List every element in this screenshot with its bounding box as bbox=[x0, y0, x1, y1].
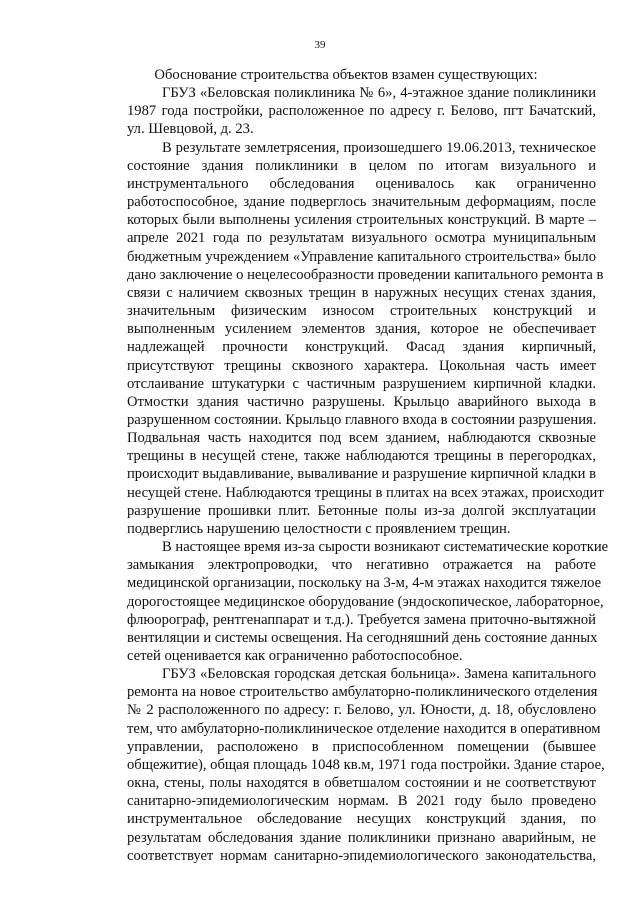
paragraph bbox=[92, 84, 596, 138]
text-line: инструментального обследования оценивалось как ограниченно bbox=[127, 175, 596, 192]
text-line: результатам обследования здание поликлиники признано аварийным, не bbox=[127, 829, 596, 846]
text-line: дано заключение о нецелесообразности проведении капитального ремонта в bbox=[127, 266, 604, 283]
text-line: которых были выполнены усиления строительных конструкций. В марте – bbox=[127, 212, 596, 229]
text-line: значительным физическим износом строительных конструкций и bbox=[127, 303, 596, 320]
text-line: 1987 года постройки, расположенное по адресу г. Белово, пгт Бачатский, bbox=[127, 103, 596, 120]
text-line: разрушение прошивки плит. Бетонные полы из-за долгой эксплуатации bbox=[127, 502, 596, 519]
text-line: инструментальное обследование несущих конструкций здания, по bbox=[127, 811, 596, 828]
text-line: разрушенном состоянии. Крыльцо главного входа в состоянии разрушения. bbox=[127, 411, 597, 428]
text-line: работоспособное, здание подверглось значительным деформациям, после bbox=[127, 194, 596, 211]
text-line: соответствует нормам санитарно-эпидемиологического законодательства, bbox=[127, 847, 596, 864]
document-body bbox=[92, 66, 609, 865]
section-heading-text: Обоснование строительства объектов взамен существующих: bbox=[154, 67, 538, 83]
text-line: Отмостки здания частично разрушены. Крыльцо аварийного выхода в bbox=[127, 393, 596, 410]
text-line: несущей стене. Наблюдаются трещины в плитах на всех этажах, происходит bbox=[127, 484, 604, 501]
text-line: В настоящее время из-за сырости возникают систематические короткие bbox=[162, 539, 609, 556]
text-line: управлении, расположено в приспособленном помещении (бывшее bbox=[127, 738, 596, 755]
text-line: общежитие), общая площадь 1048 кв.м, 1971 года постройки. Здание старое, bbox=[127, 756, 605, 773]
text-line: медицинской организации, поскольку на 3-м, 4-м этажах находится тяжелое bbox=[127, 575, 602, 592]
text-line: ул. Шевцовой, д. 23. bbox=[127, 121, 254, 138]
paragraphs-container bbox=[92, 84, 609, 865]
text-line: трещины в несущей стене, также наблюдаются трещины в перегородках, bbox=[127, 448, 596, 465]
text-line: флюорограф, рентгенаппарат и т.д.). Требуется замена приточно-вытяжной bbox=[127, 611, 596, 628]
paragraph bbox=[92, 538, 609, 665]
text-line: подверглись нарушению целостности с проявлением трещин. bbox=[127, 520, 511, 537]
text-line: окна, стены, полы находятся в обветшалом состоянии и не соответствуют bbox=[127, 775, 596, 792]
text-line: вентиляции и системы освещения. На сегодняшний день состояние данных bbox=[127, 629, 598, 646]
text-line: № 2 расположенного по адресу: г. Белово, ул. Юности, д. 18, обусловлено bbox=[127, 702, 596, 719]
text-line: ремонта на новое строительство амбулаторно-поликлинического отделения bbox=[127, 684, 598, 701]
text-line: замыкания электропроводки, что негативно отражается на работе bbox=[127, 557, 596, 574]
text-line: отслаивание штукатурки с частичным разрушением кирпичной кладки. bbox=[127, 375, 596, 392]
text-line: присутствуют трещины сквозного характера. Цокольная часть имеет bbox=[127, 357, 596, 374]
section-heading bbox=[92, 66, 596, 84]
text-line: бюджетным учреждением «Управление капитального строительства» было bbox=[127, 248, 596, 265]
text-line: Подвальная часть находится под всем зданием, наблюдаются сквозные bbox=[127, 430, 596, 447]
text-line: ГБУЗ «Беловская городская детская больница». Замена капитального bbox=[162, 666, 596, 683]
text-line: выполненным усилением элементов здания, которое не обеспечивает bbox=[127, 321, 596, 338]
text-line: тем, что амбулаторно-поликлиническое отделение находится в оперативном bbox=[127, 720, 601, 737]
text-line: надлежащей прочности конструкций. Фасад здания кирпичный, bbox=[127, 339, 596, 356]
text-line: связи с наличием сквозных трещин в наружных несущих стенах здания, bbox=[127, 284, 596, 301]
text-line: сетей оценивается как ограниченно работоспособное. bbox=[127, 648, 463, 664]
text-line: дорогостоящее медицинское оборудование (эндоскопическое, лабораторное, bbox=[127, 593, 604, 610]
text-line: происходит выдавливание, вываливание и разрушение кирпичной кладки в bbox=[127, 466, 596, 483]
paragraph bbox=[92, 665, 605, 865]
text-line: санитарно-эпидемиологическим нормам. В 2021 году было проведено bbox=[127, 793, 596, 810]
text-line: апреле 2021 года по результатам визуального осмотра муниципальным bbox=[127, 230, 596, 247]
text-line: В результате землетрясения, произошедшего 19.06.2013, техническое bbox=[162, 139, 596, 156]
text-line: ГБУЗ «Беловская поликлиника № 6», 4-этажное здание поликлиники bbox=[162, 85, 596, 102]
paragraph bbox=[92, 139, 604, 538]
page-number: 39 bbox=[314, 39, 326, 51]
text-line: состояние здания поликлиники в целом по итогам визуального и bbox=[127, 157, 596, 174]
